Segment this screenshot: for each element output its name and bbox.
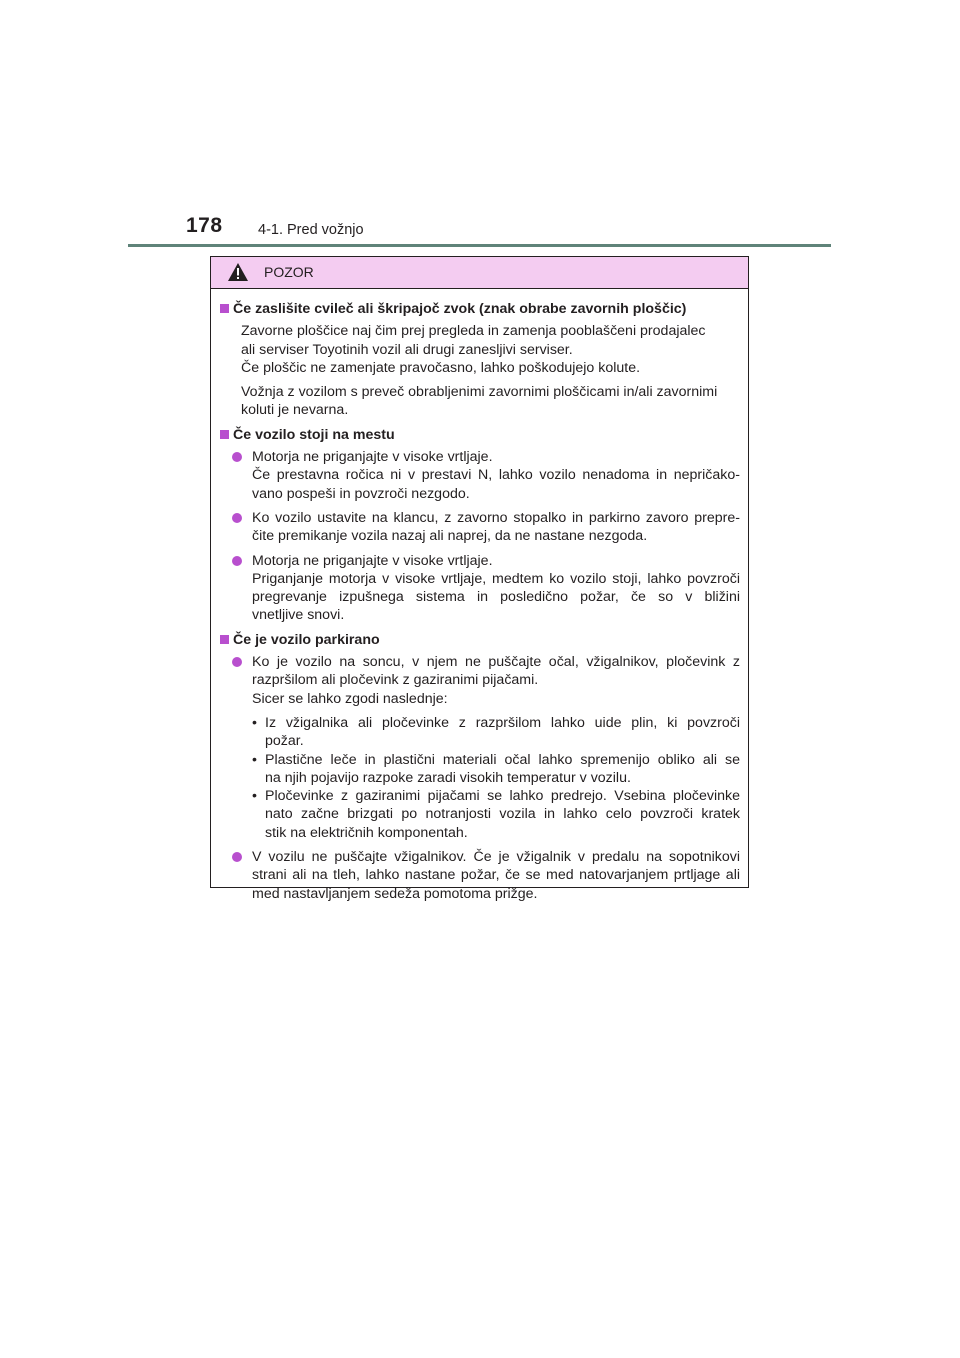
sub-list [219,714,740,842]
caution-title: POZOR [264,264,314,280]
dot-bullet-icon: • [252,788,257,805]
text-line: Motorja ne priganjajte v visoke vrtljaje. [252,552,493,569]
section-heading: Če zaslišite cvileč ali škripajoč zvok (znak obrabe zavornih ploščic) [219,300,740,318]
caution-header [211,257,748,289]
text-line: nato začne brizgati po notranjosti vozila in lahko celo povzroči kratek [265,806,740,823]
text-line: Pločevinke z gaziranimi pijačami se lahko predrejo. Vsebina pločevinke [265,788,740,805]
text-line: Zavorne ploščice naj čim prej pregleda in zamenja pooblaščeni prodajalec [241,323,706,340]
text-line: Ko vozilo ustavite na klancu, z zavorno stopalko in parkirno zavoro prepre- [252,509,740,526]
text-line: stik na električnih komponentah. [265,824,468,841]
sub-list-item [219,714,740,751]
circle-bullet-icon [232,452,242,462]
paragraph [219,322,740,377]
text-line: Plastične leče in plastični materiali očal lahko spremenijo obliko ali se [265,751,740,768]
section-title: 4-1. Pred vožnjo [258,222,364,238]
circle-bullet-icon [232,513,242,523]
text-line: koluti je nevarna. [241,402,349,419]
text-line: V vozilu ne puščajte vžigalnikov. Če je vžigalnik v predalu na sopotnikovi [252,849,740,866]
text-line: ali serviser Toyotinih vozil ali drugi zanesljivi serviser. [241,341,573,358]
text-line: vano pospeši in povzroči nezgodo. [252,485,470,502]
dot-bullet-icon: • [252,714,257,731]
caution-body [211,288,748,909]
text-line: razpršilom ali pločevink z gaziranimi pijačami. [252,672,539,689]
square-bullet-icon [220,635,229,644]
circle-bullet-icon [232,852,242,862]
text-line: med nastavljanjem sedeža pomotoma prižge. [252,885,538,902]
text-line: Priganjanje motorja v visoke vrtljaje, medtem ko vozilo stoji, lahko povzroči [252,570,740,587]
sub-list-item [219,787,740,842]
list-item [219,848,740,903]
square-bullet-icon [220,430,229,439]
text-line: čite premikanje vozila nazaj ali naprej, da ne nastane nezgoda. [252,528,648,545]
circle-bullet-icon [232,657,242,667]
text-line: Sicer se lahko zgodi naslednje: [252,690,448,707]
text-line: Iz vžigalnika ali pločevinke z razpršilom lahko uide plin, ki povzroči [265,714,740,731]
square-bullet-icon [220,304,229,313]
text-line: strani ali na tleh, lahko nastane požar, če se med natovarjanjem prtljage ali [252,867,740,884]
page-number: 178 [186,214,223,237]
list-item [219,653,740,708]
text-line: Ko je vozilo na soncu, v njem ne puščajte očal, vžigalnikov, pločevink z [252,654,740,671]
text-line: požar. [265,733,304,750]
circle-bullet-icon [232,556,242,566]
page-header [0,0,960,250]
text-line: Če prestavna ročica ni v prestavi N, lahko vozilo nenadoma in nepričako- [252,467,740,484]
section-heading: Če vozilo stoji na mestu [219,426,740,444]
paragraph [219,383,740,420]
sub-list-item [219,751,740,788]
section-heading: Če je vozilo parkirano [219,631,740,649]
text-line: vnetljive snovi. [252,607,345,624]
text-line: pregrevanje izpušnega sistema in posledično požar, če so v bližini [252,589,740,606]
list-item [219,509,740,546]
text-line: Če ploščic ne zamenjate pravočasno, lahko poškodujejo kolute. [241,359,641,376]
list-item [219,448,740,503]
caution-box [210,256,749,902]
dot-bullet-icon: • [252,751,257,768]
warning-triangle-icon [227,262,249,282]
list-item [219,552,740,625]
text-line: Motorja ne priganjajte v visoke vrtljaje. [252,449,493,466]
text-line: na njih pojavijo razpoke zaradi visokih temperatur v vozilu. [265,769,631,786]
text-line: Vožnja z vozilom s preveč obrabljenimi zavornimi ploščicami in/ali zavornimi [241,384,718,401]
header-rule [128,244,831,247]
